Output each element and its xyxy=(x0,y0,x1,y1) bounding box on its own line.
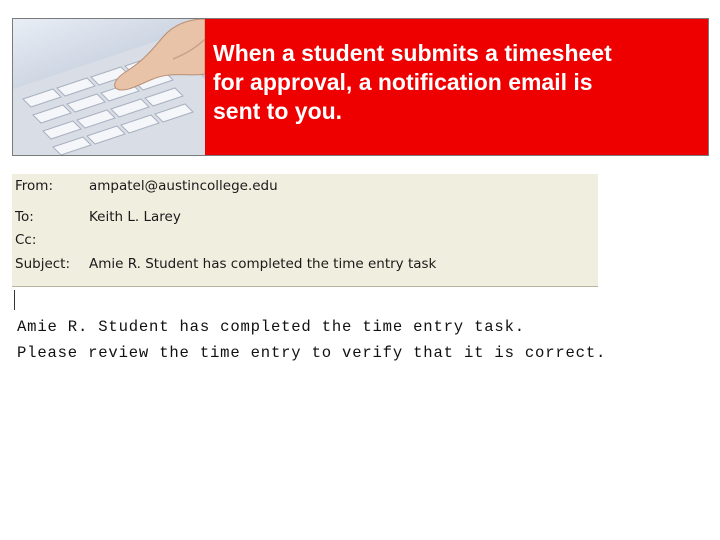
info-banner xyxy=(12,18,709,156)
cc-label: Cc: xyxy=(15,232,37,248)
keyboard-hand-illustration xyxy=(13,19,205,155)
text-cursor xyxy=(14,290,15,310)
to-label: To: xyxy=(15,209,34,225)
email-body-line-2: Please review the time entry to verify that it is correct. xyxy=(17,344,607,362)
keyboard-typing-photo-icon xyxy=(13,19,205,155)
subject-value: Amie R. Student has completed the time entry task xyxy=(89,256,437,272)
email-body[interactable] xyxy=(17,314,707,366)
to-value: Keith L. Larey xyxy=(89,209,181,225)
email-body-line-1: Amie R. Student has completed the time entry task. xyxy=(17,318,525,336)
subject-label: Subject: xyxy=(15,256,71,272)
email-header-panel xyxy=(12,174,598,287)
from-value: ampatel@austincollege.edu xyxy=(89,178,278,194)
banner-text: When a student submits a timesheet for approval, a notification email is sent to you. xyxy=(213,40,612,124)
from-label: From: xyxy=(15,178,53,194)
